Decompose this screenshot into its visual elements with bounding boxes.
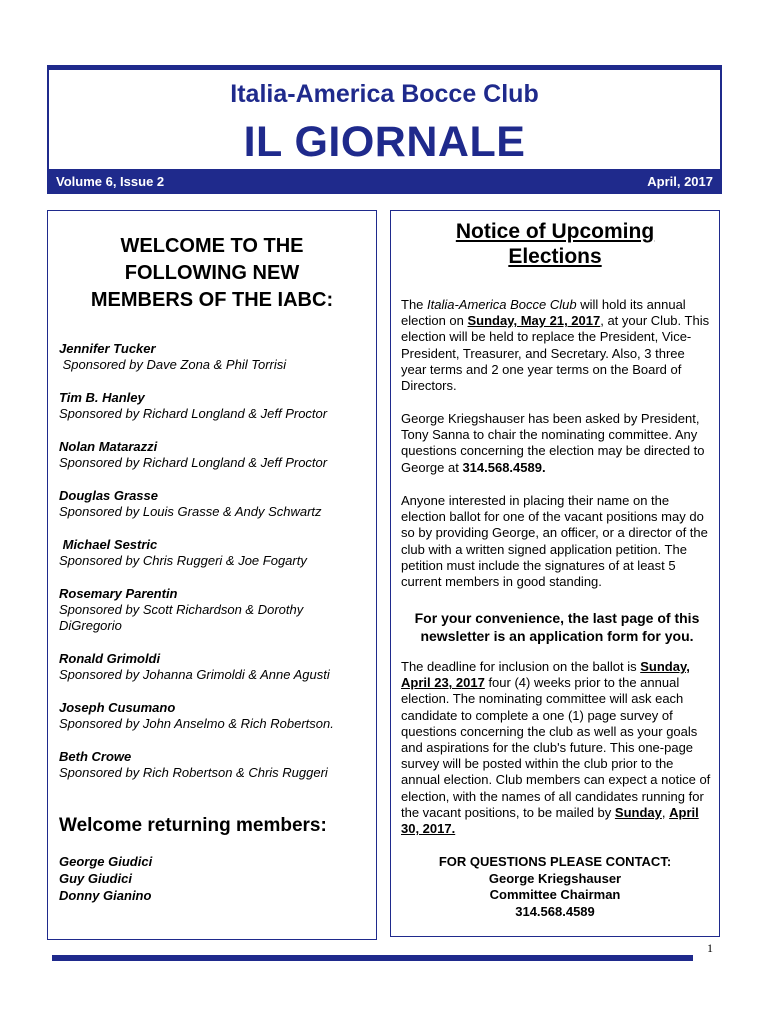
list-item: Jennifer Tucker Sponsored by Dave Zona & Phil Torrisi xyxy=(59,341,287,372)
club-name: Italia-America Bocce Club xyxy=(230,80,539,108)
newsletter-title: IL GIORNALE xyxy=(243,118,526,166)
welcome-title: WELCOME TO THE FOLLOWING NEW MEMBERS OF THE IABC: xyxy=(90,235,334,311)
list-item: Nolan Matarazzi Sponsored by Richard Longland & Jeff Proctor xyxy=(59,439,328,470)
petition-paragraph: Anyone interested in placing their name on the election ballot for one of the vacant positions may do so by providing George, an officer, or a director of the club with a written signed application petition. The petition must include the signatures of at least 5 current members in good standing. xyxy=(401,493,708,590)
member-list xyxy=(59,341,369,798)
list-item: Donny Gianino xyxy=(59,888,152,903)
convenience-note: For your convenience, the last page of this newsletter is an application form for you. xyxy=(414,610,700,644)
contact-block: FOR QUESTIONS PLEASE CONTACT: George Kriegshauser Committee Chairman 314.568.4589 xyxy=(438,854,672,919)
list-item: George Giudici xyxy=(59,854,153,869)
notice-title: Notice of Upcoming Elections xyxy=(455,220,655,268)
issue-bar xyxy=(48,169,721,193)
footer-divider xyxy=(52,955,693,961)
list-item: Beth Crowe Sponsored by Rich Robertson & Chris Ruggeri xyxy=(59,749,328,780)
issue-date: April, 2017 xyxy=(647,174,713,189)
list-item: Ronald Grimoldi Sponsored by Johanna Grimoldi & Anne Agusti xyxy=(59,651,330,682)
election-paragraph: The Italia-America Bocce Club will hold its annual election on Sunday, May 21, 2017, at your Club. This election will be held to replace the President, Vice-President, Treasurer, and Secretary. Also, 3 three year terms and 2 one year terms on the Board of Directors. xyxy=(401,297,710,394)
page-number: 1 xyxy=(707,941,713,955)
masthead xyxy=(47,65,722,194)
list-item: Michael Sestric Sponsored by Chris Ruggeri & Joe Fogarty xyxy=(59,537,307,568)
list-item: Tim B. Hanley Sponsored by Richard Longland & Jeff Proctor xyxy=(59,390,328,421)
list-item: Rosemary Parentin Sponsored by Scott Richardson & Dorothy DiGregorio xyxy=(59,586,304,633)
list-item: Joseph Cusumano Sponsored by John Anselmo & Rich Robertson. xyxy=(59,700,334,731)
deadline-paragraph: The deadline for inclusion on the ballot is Sunday, April 23, 2017 four (4) weeks prior to the annual election. The nominating committee will ask each candidate to complete a one (1) page survey of questions concerning the club as well as your goals and aspirations for the club's future. This one-page survey will be posted within the club prior to the annual election. Club members can expect a notice of election, with the names of all candidates running for the vacant positions, to be mailed by Sunday, April 30, 2017. xyxy=(401,659,711,837)
new-members-box xyxy=(47,210,377,940)
volume-issue: Volume 6, Issue 2 xyxy=(56,174,165,189)
elections-notice-box xyxy=(390,210,720,937)
returning-members-title: Welcome returning members: xyxy=(59,815,327,836)
returning-members-list xyxy=(59,853,152,904)
list-item: Douglas Grasse Sponsored by Louis Grasse & Andy Schwartz xyxy=(59,488,322,519)
list-item: Guy Giudici xyxy=(59,871,132,886)
committee-paragraph: George Kriegshauser has been asked by President, Tony Sanna to chair the nominating committee. Any questions concerning the election may be directed to George at 314.568.4589. xyxy=(401,411,705,475)
